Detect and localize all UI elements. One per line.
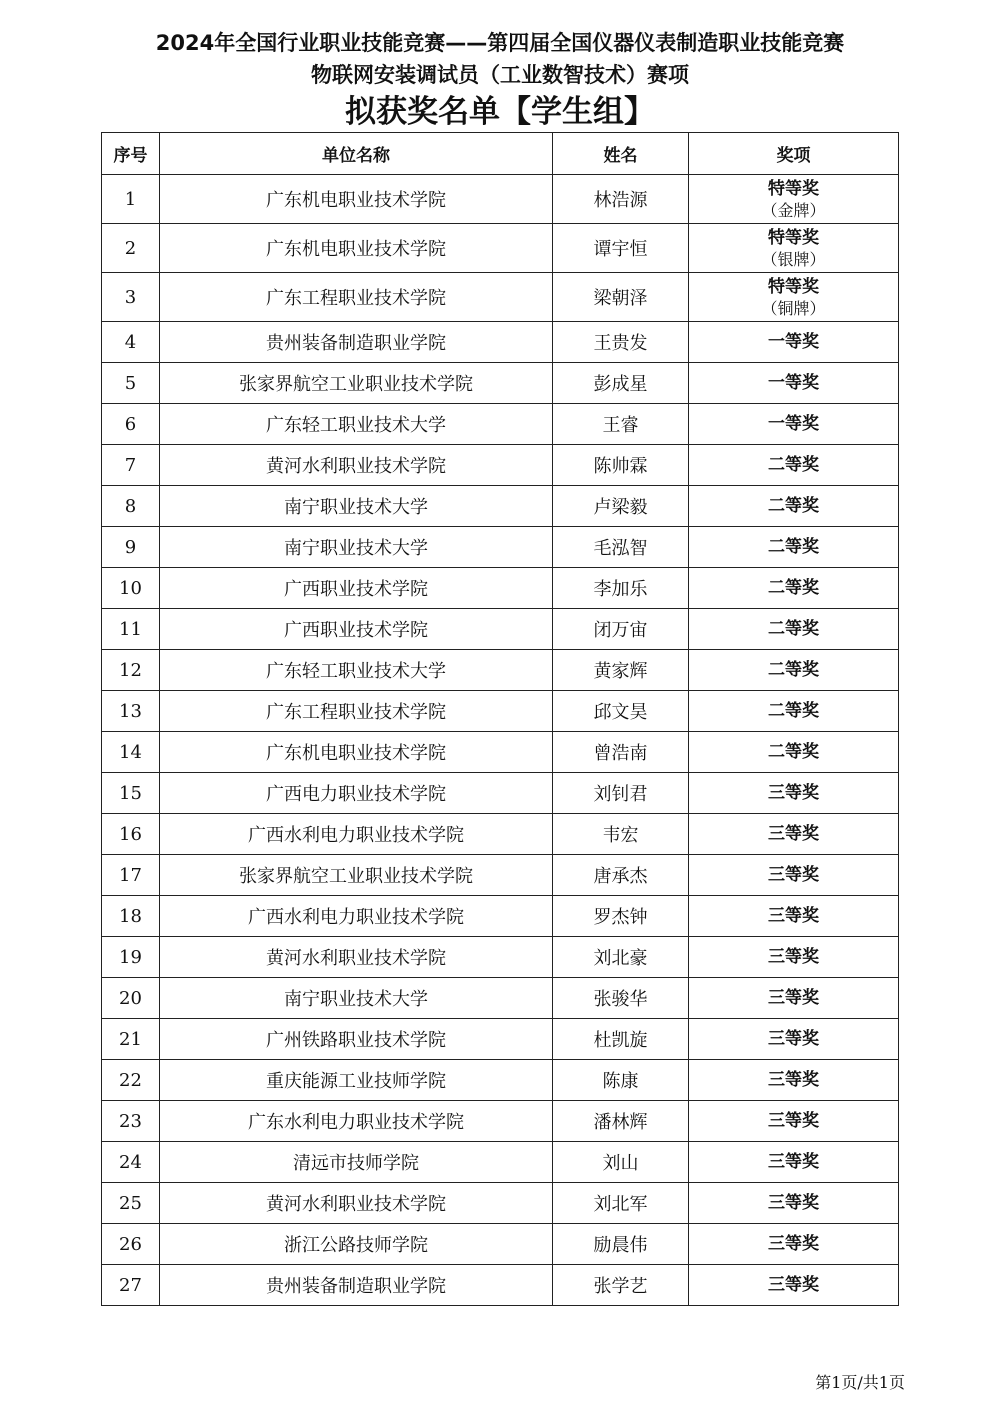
- table-row: [102, 773, 899, 814]
- cell-seq: 3: [102, 273, 160, 322]
- cell-unit: 广东水利电力职业技术学院: [160, 1101, 553, 1142]
- cell-seq: 4: [102, 322, 160, 363]
- award-level: 三等奖: [768, 1152, 819, 1172]
- cell-unit: 广西水利电力职业技术学院: [160, 814, 553, 855]
- award-level: 三等奖: [768, 1193, 819, 1213]
- cell-name: 励晨伟: [553, 1224, 689, 1265]
- table-row: [102, 486, 899, 527]
- cell-name: 刘北军: [553, 1183, 689, 1224]
- cell-seq: 21: [102, 1019, 160, 1060]
- cell-award: [689, 363, 899, 404]
- cell-award: [689, 1224, 899, 1265]
- cell-seq: 19: [102, 937, 160, 978]
- cell-seq: 22: [102, 1060, 160, 1101]
- cell-unit: 广东工程职业技术学院: [160, 691, 553, 732]
- cell-seq: 14: [102, 732, 160, 773]
- cell-seq: 26: [102, 1224, 160, 1265]
- award-level: 特等奖: [768, 178, 819, 199]
- award-level: 三等奖: [768, 824, 819, 844]
- cell-award: [689, 527, 899, 568]
- cell-name: 卢梁毅: [553, 486, 689, 527]
- award-level: 三等奖: [768, 1029, 819, 1049]
- award-level: 二等奖: [768, 537, 819, 557]
- cell-name: 黄家辉: [553, 650, 689, 691]
- cell-seq: 13: [102, 691, 160, 732]
- cell-unit: 广东机电职业技术学院: [160, 175, 553, 224]
- award-level: 三等奖: [768, 906, 819, 926]
- cell-seq: 9: [102, 527, 160, 568]
- cell-name: 王贵发: [553, 322, 689, 363]
- cell-name: 张骏华: [553, 978, 689, 1019]
- cell-name: 邱文昊: [553, 691, 689, 732]
- cell-name: 曾浩南: [553, 732, 689, 773]
- award-level: 三等奖: [768, 865, 819, 885]
- table-row: [102, 896, 899, 937]
- cell-name: 刘钊君: [553, 773, 689, 814]
- award-level: 一等奖: [768, 414, 819, 434]
- cell-name: 林浩源: [553, 175, 689, 224]
- cell-name: 王睿: [553, 404, 689, 445]
- cell-name: 唐承杰: [553, 855, 689, 896]
- award-level: 特等奖: [768, 227, 819, 248]
- cell-seq: 20: [102, 978, 160, 1019]
- award-level: 二等奖: [768, 660, 819, 680]
- cell-name: 杜凯旋: [553, 1019, 689, 1060]
- column-header-award: 奖项: [689, 133, 899, 175]
- cell-unit: 广东轻工职业技术大学: [160, 404, 553, 445]
- table-row: [102, 224, 899, 273]
- table-row: [102, 855, 899, 896]
- cell-award: [689, 732, 899, 773]
- cell-unit: 黄河水利职业技术学院: [160, 445, 553, 486]
- cell-award: [689, 1265, 899, 1306]
- document-title-line2: 物联网安装调试员（工业数智技术）赛项: [311, 63, 689, 87]
- table-row: [102, 978, 899, 1019]
- cell-award: [689, 568, 899, 609]
- cell-award: [689, 1101, 899, 1142]
- award-level: 三等奖: [768, 1275, 819, 1295]
- table-row: [102, 175, 899, 224]
- column-header-unit: 单位名称: [160, 133, 553, 175]
- cell-unit: 重庆能源工业技师学院: [160, 1060, 553, 1101]
- cell-unit: 广东工程职业技术学院: [160, 273, 553, 322]
- table-row: [102, 1060, 899, 1101]
- cell-name: 闭万宙: [553, 609, 689, 650]
- cell-award: [689, 404, 899, 445]
- award-level: 特等奖: [768, 276, 819, 297]
- award-level: 二等奖: [768, 701, 819, 721]
- cell-seq: 8: [102, 486, 160, 527]
- table-row: [102, 273, 899, 322]
- cell-seq: 11: [102, 609, 160, 650]
- cell-award: [689, 691, 899, 732]
- page-number: 第1页/共1页: [815, 1373, 905, 1392]
- cell-unit: 广西职业技术学院: [160, 609, 553, 650]
- cell-seq: 1: [102, 175, 160, 224]
- award-level: 一等奖: [768, 373, 819, 393]
- cell-name: 刘北豪: [553, 937, 689, 978]
- cell-award: [689, 1142, 899, 1183]
- table-row: [102, 445, 899, 486]
- cell-award: [689, 814, 899, 855]
- table-row: [102, 650, 899, 691]
- cell-unit: 黄河水利职业技术学院: [160, 1183, 553, 1224]
- award-level: 一等奖: [768, 332, 819, 352]
- table-row: [102, 937, 899, 978]
- cell-unit: 广西电力职业技术学院: [160, 773, 553, 814]
- cell-name: 谭宇恒: [553, 224, 689, 273]
- cell-seq: 24: [102, 1142, 160, 1183]
- award-level: 三等奖: [768, 1111, 819, 1131]
- award-level: 二等奖: [768, 496, 819, 516]
- cell-award: [689, 1019, 899, 1060]
- cell-seq: 6: [102, 404, 160, 445]
- cell-seq: 15: [102, 773, 160, 814]
- column-header-name: 姓名: [553, 133, 689, 175]
- cell-seq: 23: [102, 1101, 160, 1142]
- cell-seq: 25: [102, 1183, 160, 1224]
- cell-name: 毛泓智: [553, 527, 689, 568]
- cell-unit: 黄河水利职业技术学院: [160, 937, 553, 978]
- cell-award: [689, 978, 899, 1019]
- award-level: 二等奖: [768, 455, 819, 475]
- cell-seq: 10: [102, 568, 160, 609]
- cell-award: [689, 896, 899, 937]
- cell-award: [689, 650, 899, 691]
- cell-award: [689, 937, 899, 978]
- document-title-main: 拟获奖名单【学生组】: [345, 94, 655, 130]
- table-row: [102, 609, 899, 650]
- cell-award: [689, 224, 899, 273]
- cell-name: 梁朝泽: [553, 273, 689, 322]
- cell-unit: 贵州装备制造职业学院: [160, 1265, 553, 1306]
- award-level: 三等奖: [768, 1070, 819, 1090]
- cell-seq: 12: [102, 650, 160, 691]
- table-row: [102, 1142, 899, 1183]
- cell-award: [689, 1183, 899, 1224]
- award-medal: （金牌）: [761, 200, 826, 220]
- award-medal: （银牌）: [761, 249, 826, 269]
- cell-name: 陈帅霖: [553, 445, 689, 486]
- cell-name: 彭成星: [553, 363, 689, 404]
- table-row: [102, 1265, 899, 1306]
- cell-seq: 17: [102, 855, 160, 896]
- award-level: 二等奖: [768, 619, 819, 639]
- table-row: [102, 1224, 899, 1265]
- cell-name: 潘林辉: [553, 1101, 689, 1142]
- cell-award: [689, 273, 899, 322]
- cell-unit: 广东机电职业技术学院: [160, 224, 553, 273]
- award-level: 二等奖: [768, 578, 819, 598]
- award-medal: （铜牌）: [761, 298, 826, 318]
- cell-name: 韦宏: [553, 814, 689, 855]
- cell-name: 刘山: [553, 1142, 689, 1183]
- table-row: [102, 814, 899, 855]
- cell-unit: 南宁职业技术大学: [160, 486, 553, 527]
- table-row: [102, 568, 899, 609]
- cell-unit: 广州铁路职业技术学院: [160, 1019, 553, 1060]
- cell-unit: 南宁职业技术大学: [160, 978, 553, 1019]
- table-header-row: [102, 133, 899, 175]
- column-header-seq: 序号: [102, 133, 160, 175]
- award-level: 三等奖: [768, 947, 819, 967]
- cell-unit: 南宁职业技术大学: [160, 527, 553, 568]
- table-row: [102, 322, 899, 363]
- cell-name: 李加乐: [553, 568, 689, 609]
- cell-unit: 张家界航空工业职业技术学院: [160, 855, 553, 896]
- cell-name: 罗杰钟: [553, 896, 689, 937]
- cell-award: [689, 486, 899, 527]
- cell-unit: 浙江公路技师学院: [160, 1224, 553, 1265]
- award-level: 三等奖: [768, 988, 819, 1008]
- cell-award: [689, 1060, 899, 1101]
- cell-award: [689, 773, 899, 814]
- cell-unit: 贵州装备制造职业学院: [160, 322, 553, 363]
- cell-award: [689, 445, 899, 486]
- cell-seq: 27: [102, 1265, 160, 1306]
- cell-award: [689, 855, 899, 896]
- award-level: 三等奖: [768, 1234, 819, 1254]
- cell-award: [689, 322, 899, 363]
- cell-seq: 7: [102, 445, 160, 486]
- cell-award: [689, 175, 899, 224]
- cell-seq: 2: [102, 224, 160, 273]
- cell-seq: 16: [102, 814, 160, 855]
- award-level: 三等奖: [768, 783, 819, 803]
- cell-award: [689, 609, 899, 650]
- cell-unit: 广西水利电力职业技术学院: [160, 896, 553, 937]
- cell-unit: 广西职业技术学院: [160, 568, 553, 609]
- cell-unit: 张家界航空工业职业技术学院: [160, 363, 553, 404]
- award-level: 二等奖: [768, 742, 819, 762]
- cell-unit: 广东机电职业技术学院: [160, 732, 553, 773]
- table-row: [102, 691, 899, 732]
- cell-seq: 18: [102, 896, 160, 937]
- award-list-table: [101, 132, 899, 1306]
- table-row: [102, 732, 899, 773]
- cell-name: 陈康: [553, 1060, 689, 1101]
- table-row: [102, 1101, 899, 1142]
- cell-unit: 广东轻工职业技术大学: [160, 650, 553, 691]
- table-row: [102, 1019, 899, 1060]
- cell-unit: 清远市技师学院: [160, 1142, 553, 1183]
- cell-seq: 5: [102, 363, 160, 404]
- document-title-line1: 2024年全国行业职业技能竞赛——第四届全国仪器仪表制造职业技能竞赛: [155, 31, 845, 55]
- table-row: [102, 404, 899, 445]
- table-row: [102, 1183, 899, 1224]
- table-row: [102, 527, 899, 568]
- table-body: [102, 175, 899, 1306]
- cell-name: 张学艺: [553, 1265, 689, 1306]
- table-row: [102, 363, 899, 404]
